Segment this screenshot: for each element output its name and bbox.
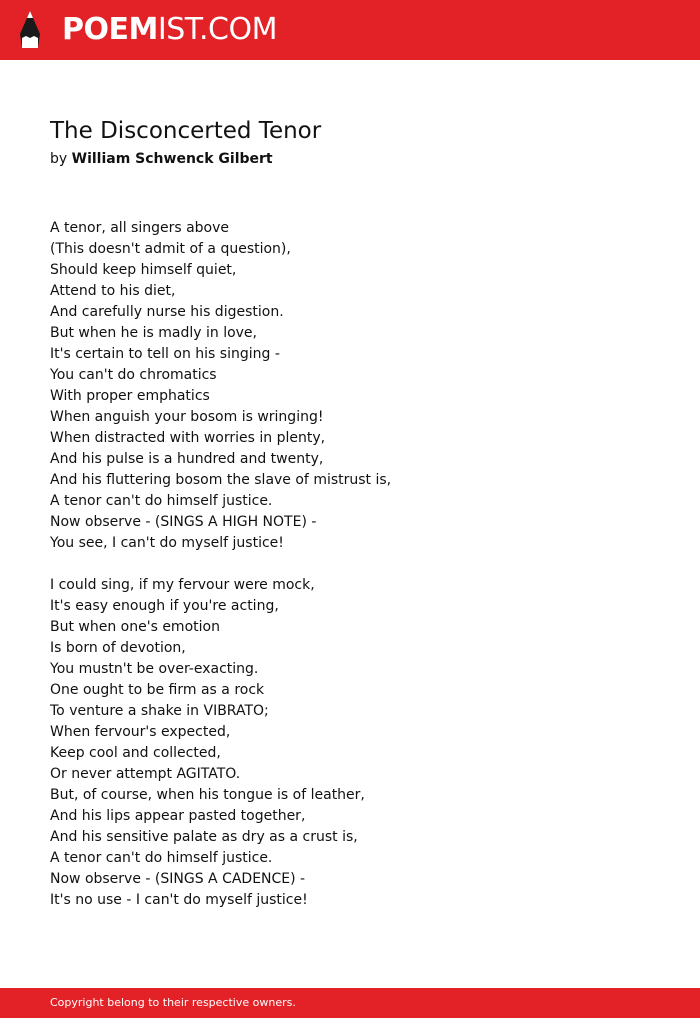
site-footer (0, 988, 700, 1018)
poem-line: When fervour's expected, (50, 724, 231, 740)
poem-line: With proper emphatics (50, 388, 210, 404)
poem-body (50, 218, 670, 932)
copyright-notice: Copyright belong to their respective owners. (50, 996, 296, 1009)
poem-line: But, of course, when his tongue is of leather, (50, 787, 365, 803)
poem-line: When distracted with worries in plenty, (50, 430, 326, 446)
poem-line: (This doesn't admit of a question), (50, 241, 291, 257)
poem-line: And his lips appear pasted together, (50, 808, 306, 824)
poem-line: Or never attempt AGITATO. (50, 766, 241, 782)
author-name: William Schwenck Gilbert (71, 151, 273, 167)
poem-line: To venture a shake in VIBRATO; (50, 703, 269, 719)
poem-title: The Disconcerted Tenor (50, 118, 322, 144)
poem-line: And his sensitive palate as dry as a crust is, (50, 829, 358, 845)
poem-line: A tenor, all singers above (50, 220, 230, 236)
poem-stanza (50, 218, 670, 554)
logo-light-text: IST.COM (157, 12, 277, 47)
poem-line: One ought to be firm as a rock (50, 682, 265, 698)
by-label: by (50, 151, 68, 167)
site-header (0, 0, 700, 60)
poem-stanza (50, 575, 670, 911)
poem-line: A tenor can't do himself justice. (50, 850, 273, 866)
poem-line: It's no use - I can't do myself justice! (50, 892, 308, 908)
poem-line: You mustn't be over-exacting. (50, 661, 259, 677)
poem-line: A tenor can't do himself justice. (50, 493, 273, 509)
byline (50, 148, 273, 170)
poem-line: You see, I can't do myself justice! (50, 535, 284, 551)
poem-line: When anguish your bosom is wringing! (50, 409, 324, 425)
site-logo[interactable] (62, 11, 277, 49)
poem-line: Now observe - (SINGS A HIGH NOTE) - (50, 514, 317, 530)
poem-line: But when he is madly in love, (50, 325, 257, 341)
poem-line: It's certain to tell on his singing - (50, 346, 280, 362)
pencil-tip-icon[interactable] (18, 10, 42, 50)
poem-line: Should keep himself quiet, (50, 262, 237, 278)
poem-line: And carefully nurse his digestion. (50, 304, 284, 320)
poem-line: I could sing, if my fervour were mock, (50, 577, 315, 593)
poem-line: But when one's emotion (50, 619, 220, 635)
poem-line: It's easy enough if you're acting, (50, 598, 279, 614)
poem-line: Is born of devotion, (50, 640, 186, 656)
poem-line: And his pulse is a hundred and twenty, (50, 451, 324, 467)
poem-line: And his fluttering bosom the slave of mistrust is, (50, 472, 392, 488)
poem-line: Now observe - (SINGS A CADENCE) - (50, 871, 306, 887)
logo-bold-text: POEM (62, 12, 158, 47)
poem-line: Keep cool and collected, (50, 745, 221, 761)
poem-line: Attend to his diet, (50, 283, 176, 299)
poem-line: You can't do chromatics (50, 367, 217, 383)
